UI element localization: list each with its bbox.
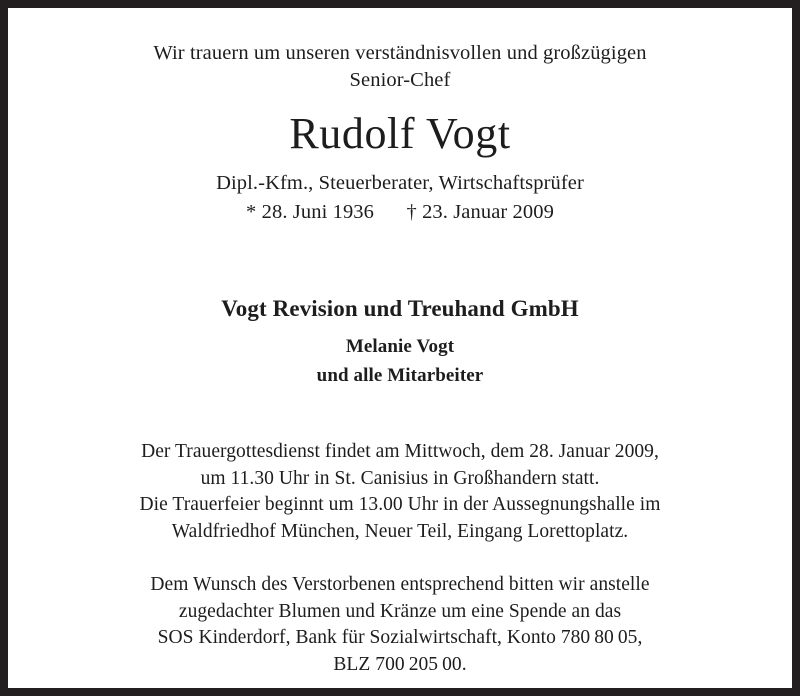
- intro-text: [78, 8, 722, 94]
- donation-request-line-1: Dem Wunsch des Verstorbenen entsprechend bitten wir anstelle: [150, 574, 650, 595]
- service-details-line-2: um 11.30 Uhr in St. Canisius in Großhandern statt.: [200, 467, 600, 489]
- deceased-name: Rudolf Vogt: [289, 109, 511, 158]
- donation-account-group-2: 80: [594, 627, 614, 648]
- donation-blz-group-3: 00.: [442, 653, 467, 675]
- donation-account-prefix: SOS Kinderdorf, Bank für Sozialwirtschaft, Konto 780: [157, 627, 591, 648]
- donation-blz-group-2: 205: [408, 653, 439, 675]
- mourners-block: [78, 226, 722, 390]
- donation-request-line-3: [78, 625, 722, 652]
- intro-line-2: Senior-Chef: [349, 69, 451, 91]
- mourner-person-name: Melanie Vogt: [345, 336, 455, 357]
- death-symbol: †: [406, 201, 417, 223]
- donation-request-paragraph: [78, 545, 722, 678]
- donation-account-group-3: 05,: [617, 627, 643, 648]
- donation-blz-prefix: BLZ 700: [333, 653, 405, 675]
- donation-request-line-4: [78, 652, 722, 679]
- death-date: 23. Januar 2009: [422, 201, 554, 223]
- obituary-notice-body: [78, 8, 722, 678]
- service-details-line-1: Der Trauergottesdienst findet am Mittwoch, dem 28. Januar 2009,: [141, 441, 659, 462]
- birth-date: 28. Juni 1936: [261, 201, 374, 223]
- service-details-line-3: Die Trauerfeier beginnt um 13.00 Uhr in der Aussegnungshalle im: [139, 494, 661, 515]
- deceased-lifespan: [78, 197, 722, 226]
- mourner-company-name: Vogt Revision und Treuhand GmbH: [221, 296, 579, 321]
- service-details-paragraph: [78, 390, 722, 545]
- deceased-credentials: Dipl.-Kfm., Steuerberater, Wirtschaftsprüfer: [216, 172, 584, 194]
- service-details-line-4: Waldfriedhof München, Neuer Teil, Eingang Lorettoplatz.: [171, 520, 629, 542]
- donation-request-line-2: zugedachter Blumen und Kränze um eine Spende an das: [178, 600, 622, 622]
- intro-line-1: Wir trauern um unseren verständnisvollen und großzügigen: [153, 42, 647, 64]
- mourner-staff-line: und alle Mitarbeiter: [316, 365, 484, 386]
- birth-symbol: *: [246, 201, 257, 223]
